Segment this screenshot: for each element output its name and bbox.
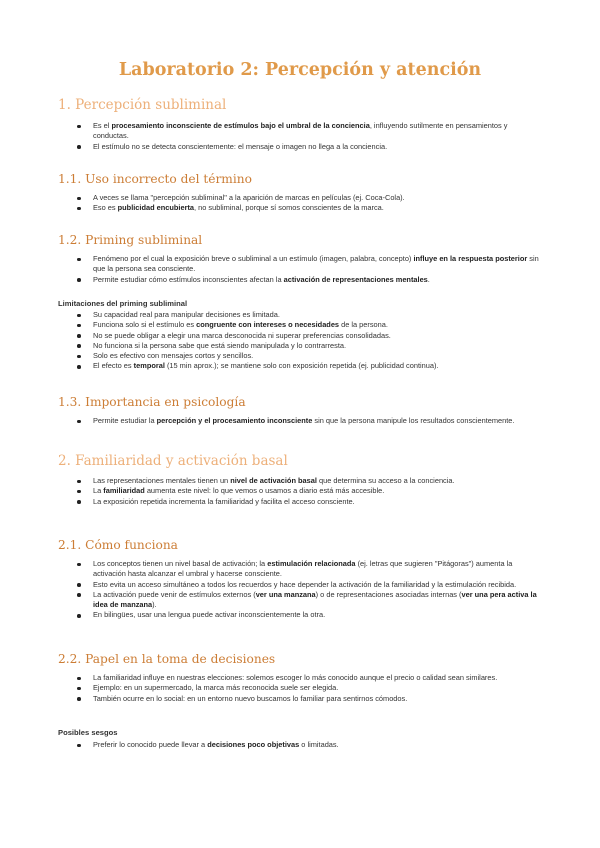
document-title: Laboratorio 2: Percepción y atención	[118, 60, 482, 80]
list-item: El estímulo no se detecta conscientemente: el mensaje o imagen no llega a la conciencia.	[77, 142, 539, 152]
section-1-3-list	[77, 416, 539, 426]
section-1-2-list	[77, 254, 539, 285]
list-item: A veces se llama "percepción subliminal" a la aparición de marcas en películas (ej. Coca-Cola).	[77, 193, 539, 203]
list-item: Solo es efectivo con mensajes cortos y sencillos.	[77, 351, 539, 361]
section-1-1-heading: 1.1. Uso incorrecto del término	[58, 172, 252, 186]
list-item: Eso es publicidad encubierta, no subliminal, porque sí somos conscientes de la marca.	[77, 203, 539, 213]
list-item: No se puede obligar a elegir una marca desconocida ni superar preferencias consolidadas.	[77, 331, 539, 341]
limitations-list	[77, 310, 539, 372]
list-item: En bilingües, usar una lengua puede activar inconscientemente la otra.	[77, 610, 539, 620]
biases-label: Posibles sesgos	[58, 728, 118, 737]
list-item: Funciona solo si el estímulo es congruente con intereses o necesidades de la persona.	[77, 320, 539, 330]
section-1-3-heading: 1.3. Importancia en psicología	[58, 395, 246, 409]
section-2-list	[77, 476, 539, 507]
list-item: La exposición repetida incrementa la familiaridad y facilita el acceso consciente.	[77, 497, 539, 507]
list-item: Permite estudiar la percepción y el procesamiento inconsciente sin que la persona manipule los resultados conscientemente.	[77, 416, 539, 426]
section-1-list	[77, 121, 539, 152]
section-1-2-heading: 1.2. Priming subliminal	[58, 233, 203, 247]
list-item: No funciona si la persona sabe que está siendo manipulada y lo contrarresta.	[77, 341, 539, 351]
list-item: Los conceptos tienen un nivel basal de activación; la estimulación relacionada (ej. letras que sugieren "Pitágoras") aumenta la activación hasta alcanzar el umbral y hacerse consciente.	[77, 559, 539, 580]
list-item: También ocurre en lo social: en un entorno nuevo buscamos lo familiar para sentirnos cómodos.	[77, 694, 539, 704]
list-item: Preferir lo conocido puede llevar a decisiones poco objetivas o limitadas.	[77, 740, 539, 750]
list-item: Esto evita un acceso simultáneo a todos los recuerdos y hace depender la activación de la familiaridad y la estimulación recibida.	[77, 580, 539, 590]
biases-list	[77, 740, 539, 750]
list-item: Permite estudiar cómo estímulos inconscientes afectan la activación de representaciones mentales.	[77, 275, 539, 285]
list-item: Las representaciones mentales tienen un nivel de activación basal que determina su acceso a la conciencia.	[77, 476, 539, 486]
section-2-1-list	[77, 559, 539, 621]
section-2-heading: 2. Familiaridad y activación basal	[58, 453, 288, 469]
section-1-heading: 1. Percepción subliminal	[58, 97, 227, 113]
list-item: Su capacidad real para manipular decisiones es limitada.	[77, 310, 539, 320]
list-item: Es el procesamiento inconsciente de estímulos bajo el umbral de la conciencia, influyendo sutilmente en pensamientos y conductas.	[77, 121, 539, 142]
list-item: El efecto es temporal (15 min aprox.); se mantiene solo con exposición repetida (ej. publicidad continua).	[77, 361, 539, 371]
list-item: La familiaridad influye en nuestras elecciones: solemos escoger lo más conocido aunque el precio o calidad sean similares.	[77, 673, 539, 683]
list-item: La familiaridad aumenta este nivel: lo que vemos o usamos a diario está más accesible.	[77, 486, 539, 496]
list-item: Fenómeno por el cual la exposición breve o subliminal a un estímulo (imagen, palabra, concepto) influye en la respuesta posterior sin que la persona sea consciente.	[77, 254, 539, 275]
section-2-2-heading: 2.2. Papel en la toma de decisiones	[58, 652, 276, 666]
section-1-1-list	[77, 193, 539, 214]
list-item: Ejemplo: en un supermercado, la marca más reconocida suele ser elegida.	[77, 683, 539, 693]
section-2-1-heading: 2.1. Cómo funciona	[58, 538, 178, 552]
limitations-label: Limitaciones del priming subliminal	[58, 299, 188, 308]
list-item: La activación puede venir de estímulos externos (ver una manzana) o de representaciones asociadas internas (ver una pera activa la idea de manzana).	[77, 590, 539, 611]
section-2-2-list	[77, 673, 539, 704]
